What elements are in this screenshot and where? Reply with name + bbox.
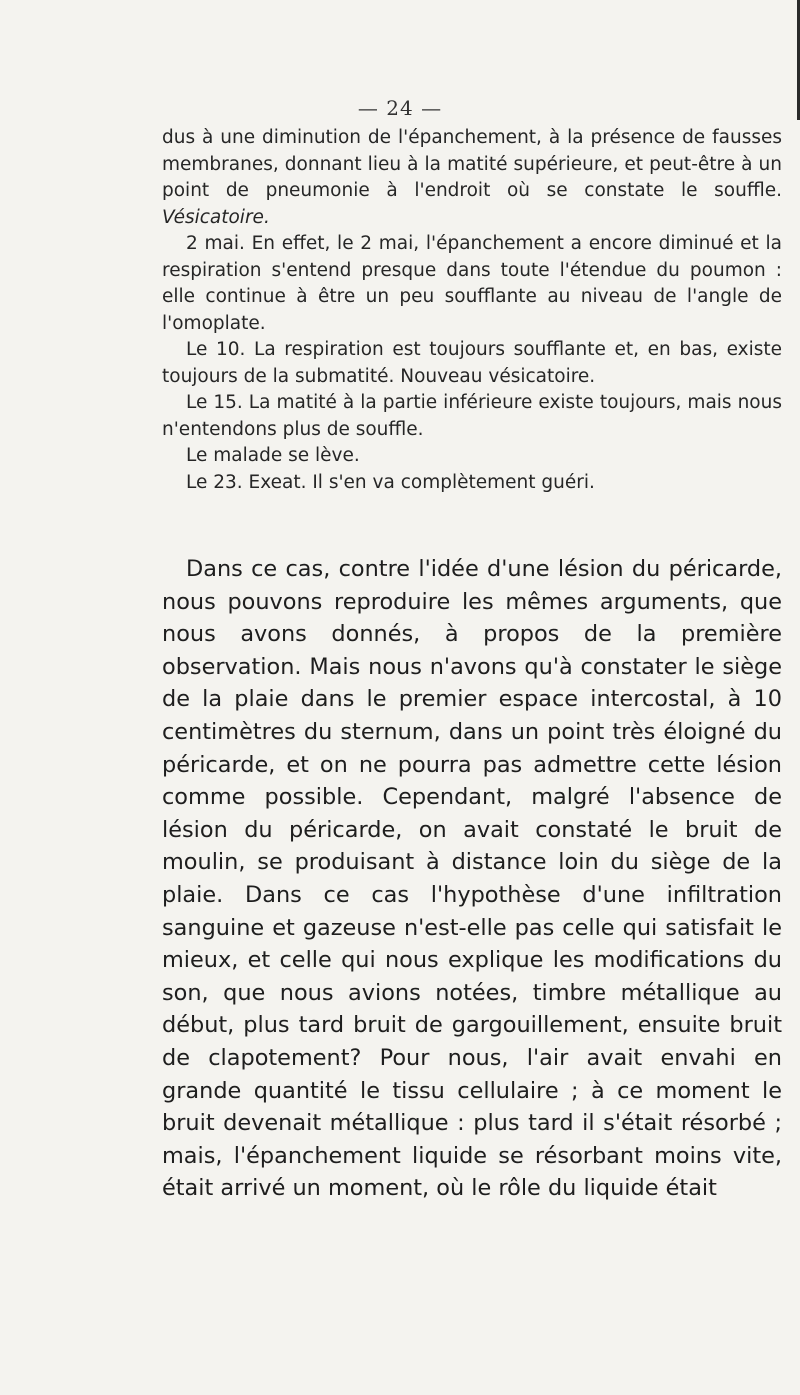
notes-paragraph-2: 2 mai. En effet, le 2 mai, l'épanchement a encore diminué et la respiration s'entend presque dans toute l'étendue du poumon : elle continue à être un peu soufflante au niveau de l'angle de l'omoplate. bbox=[162, 233, 782, 334]
notes-paragraph-5: Le malade se lève. bbox=[186, 445, 360, 466]
page-number: — 24 — bbox=[357, 96, 443, 120]
notes-paragraph-1 bbox=[162, 125, 782, 231]
discussion-paragraph: Dans ce cas, contre l'idée d'une lésion du péricarde, nous pouvons reproduire les mêmes arguments, que nous avons donnés, à propos de la première observation. Mais nous n'avons qu'à constater le siège de la plaie dans le premier espace intercostal, à 10 centimètres du sternum, dans un point très éloigné du péricarde, et on ne pourra pas admettre cette lésion comme possible. Cependant, malgré l'absence de lésion du péricarde, on avait constaté le bruit de moulin, se produisant à distance loin du siège de la plaie. Dans ce cas l'hypothèse d'une infiltration sanguine et gazeuse n'est-elle pas celle qui satisfait le mieux, et celle qui nous explique les modifications du son, que nous avions notées, timbre métallique au début, plus tard bruit de gargouillement, ensuite bruit de clapotement? Pour nous, l'air avait envahi en grande quantité le tissu cellulaire ; à ce moment le bruit devenait métallique : plus tard il s'était résorbé ; mais, l'épanchement liquide se résorbant moins vite, était arrivé un moment, où le rôle du liquide était bbox=[162, 556, 782, 1202]
discussion-text bbox=[162, 553, 782, 1205]
notes-paragraph-4: Le 15. La matité à la partie inférieure existe toujours, mais nous n'entendons plus de souffle. bbox=[162, 392, 782, 440]
notes-paragraph-3: Le 10. La respiration est toujours soufflante et, en bas, existe toujours de la submatité. Nouveau vésicatoire. bbox=[162, 339, 782, 387]
notes-paragraph-6: Le 23. Exeat. Il s'en va complètement guéri. bbox=[186, 471, 595, 493]
notes-paragraph-1-text: dus à une diminution de l'épanchement, à la présence de fausses membranes, donnant lieu à la matité supérieure, et peut-être à un point de pneumonie à l'endroit où se constate le souffle. bbox=[162, 127, 782, 201]
notes-paragraph-1-italic: Vésicatoire. bbox=[162, 206, 270, 228]
case-notes bbox=[162, 125, 782, 496]
